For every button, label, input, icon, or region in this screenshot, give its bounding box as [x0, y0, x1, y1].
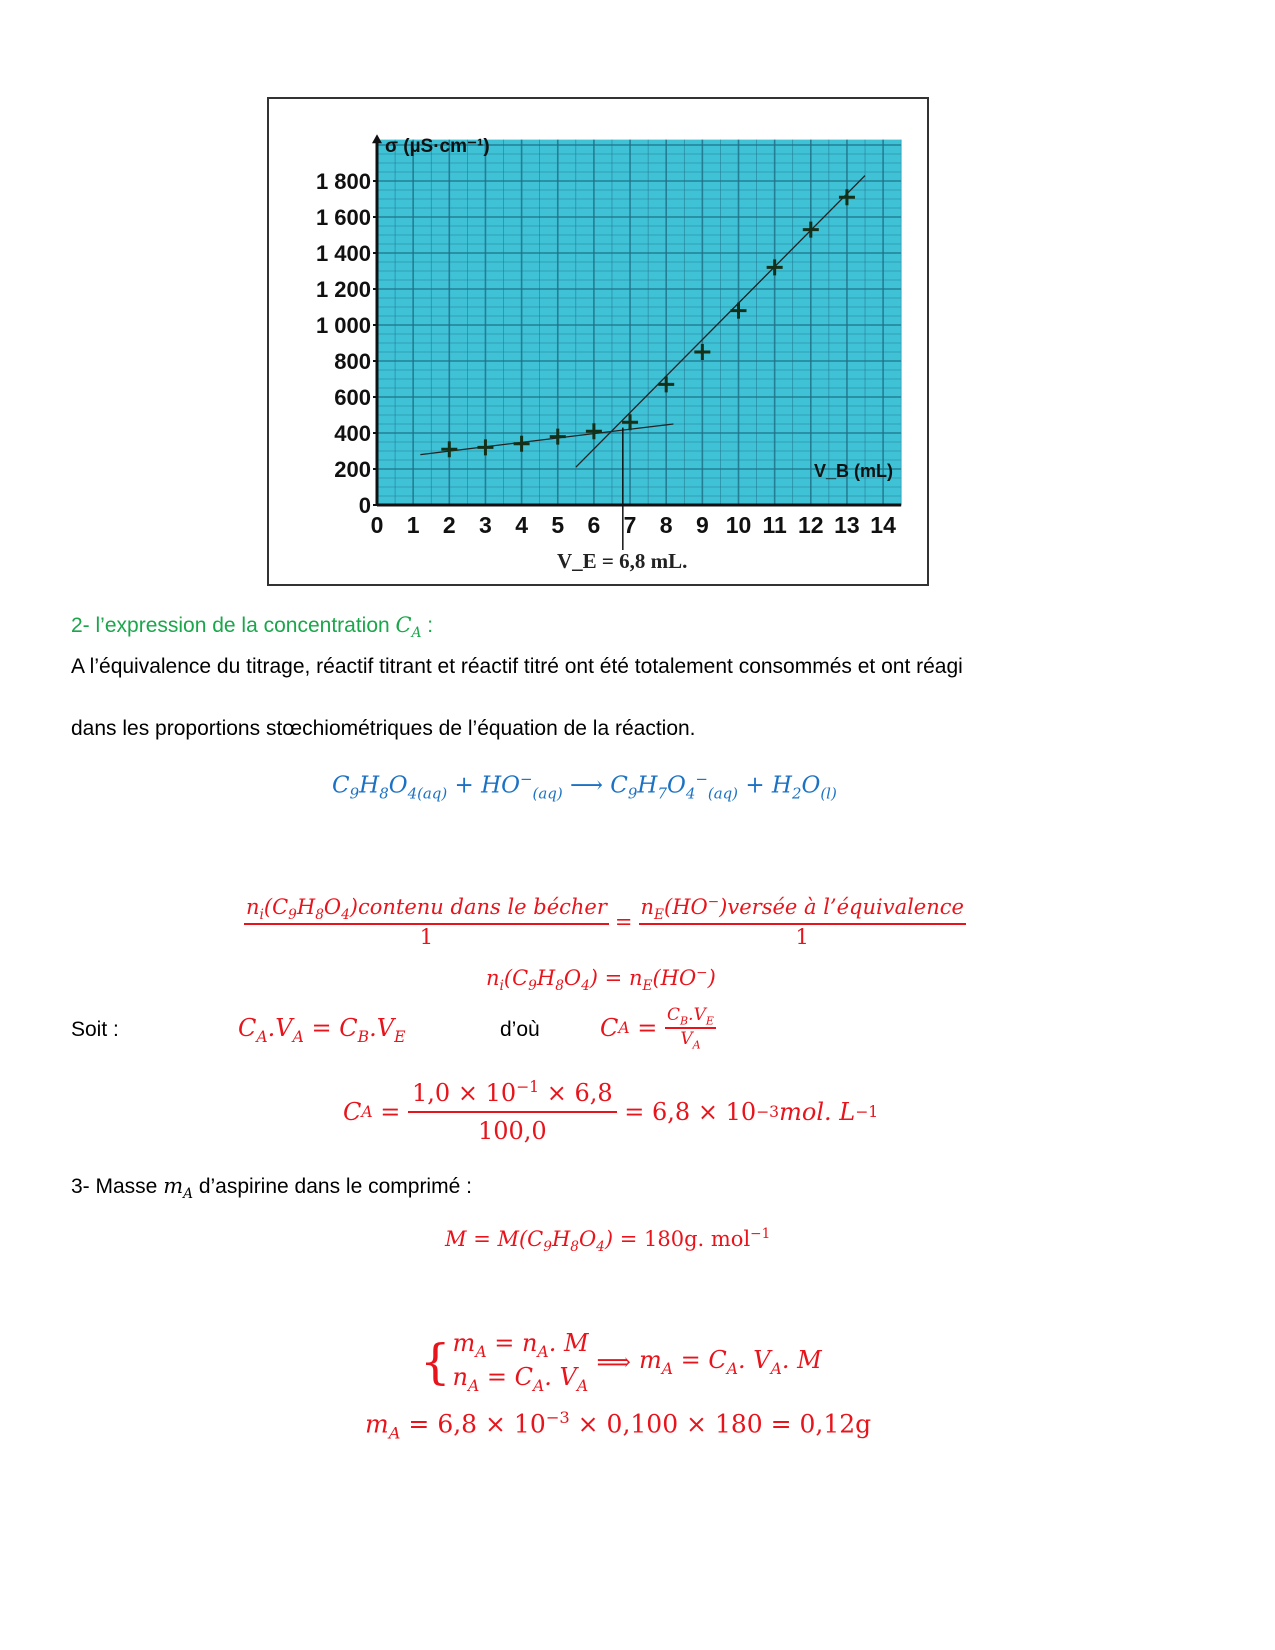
y-tick-label: 1 600	[315, 205, 371, 230]
molar-mass: $M = M(C_9H_8O_4) = 180g$. mol$^{-1}$	[445, 1226, 771, 1256]
ratio-left-text: contenu dans le bécher	[357, 894, 607, 919]
heading-text: 2- l’expression de la concentration	[71, 614, 396, 637]
y-tick-label: 800	[334, 349, 371, 374]
reaction-equation: $C_9H_8O_{4(aq)} + HO^-_{(aq)}$ ⟶ $C_9H_7O_4^-_{(aq)} + H_2O_{(l)}$	[332, 770, 837, 803]
x-tick-label: 7	[623, 512, 637, 538]
y-tick-label: 1 800	[315, 169, 371, 194]
equivalence-relation: $C_A.V_A = C_B.V_E$	[238, 1014, 406, 1046]
heading-end: :	[421, 614, 434, 637]
ca-calculation: C A = $\frac{1,0 \times 10^{-1} \times 6,8}{100,0}$ = 6,8 × 10 −3 mol. L −1	[343, 1078, 879, 1145]
x-tick-label: 3	[479, 512, 492, 538]
x-axis-label: V_B (mL)	[814, 461, 894, 481]
section-3-heading: 3- Masse $m_A$ d’aspirine dans le comprimé :	[71, 1174, 472, 1203]
y-tick-label: 400	[334, 421, 371, 446]
conductivity-chart	[269, 99, 927, 584]
heading-var: $C_A$	[395, 613, 422, 642]
mole-equality: $n_i(C_9H_8O_4) = n_E(HO^-)$	[486, 965, 716, 995]
y-axis-label: σ (µS·cm⁻¹)	[385, 136, 490, 158]
x-tick-label: 9	[695, 512, 709, 538]
y-tick-label: 200	[334, 457, 371, 482]
x-tick-label: 0	[370, 512, 384, 538]
titration-chart-frame	[267, 97, 929, 586]
equivalence-annotation: V_E = 6,8 mL.	[557, 549, 688, 573]
x-tick-label: 6	[587, 512, 601, 538]
y-axis-arrow	[372, 134, 382, 143]
x-tick-label: 2	[442, 512, 456, 538]
x-tick-label: 5	[551, 512, 565, 538]
y-tick-label: 600	[334, 385, 371, 410]
x-tick-label: 13	[834, 512, 860, 538]
y-tick-label: 0	[358, 493, 371, 518]
paragraph-1: A l’équivalence du titrage, réactif titrant et réactif titré ont été totalement consommés et ont réagi	[71, 655, 963, 678]
y-tick-label: 1 200	[315, 277, 371, 302]
x-tick-label: 12	[798, 512, 824, 538]
x-tick-label: 4	[515, 512, 528, 538]
y-tick-label: 1 400	[315, 241, 371, 266]
soit-label: Soit :	[71, 1018, 119, 1041]
x-tick-label: 1	[406, 512, 420, 538]
mass-system: { $m_A = n_A$. M $n_A = C_A$. $V_A$ ⟹ $m_A = C_A$. $V_A$. M	[420, 1329, 822, 1395]
x-tick-label: 14	[870, 512, 896, 538]
x-tick-label: 8	[659, 512, 673, 538]
x-tick-label: 10	[725, 512, 752, 538]
ca-formula: C A = $\frac{C_B.V_E}{V_A}$	[600, 1005, 714, 1052]
paragraph-2: dans les proportions stœchiométriques de l’équation de la réaction.	[71, 717, 696, 740]
y-tick-label: 1 000	[315, 313, 371, 338]
dou-label: d’où	[500, 1018, 540, 1041]
ratio-right-text: versée à l’équivalence	[727, 895, 964, 919]
stoichiometric-ratio: $\frac{n_i(C_9H_8O_4)contenu dans le bécher}{1}$ = $\frac{n_E(HO^-)versée à l’équivalence}{1}$	[246, 894, 964, 950]
denominator: 1	[419, 924, 434, 949]
section-2-heading	[71, 613, 433, 641]
denominator: 1	[795, 925, 809, 950]
mass-result: $m_A = 6,8 \times 10^{-3} \times 0,100 \times 180 = 0,12g$	[365, 1408, 872, 1443]
x-tick-label: 11	[762, 512, 787, 538]
